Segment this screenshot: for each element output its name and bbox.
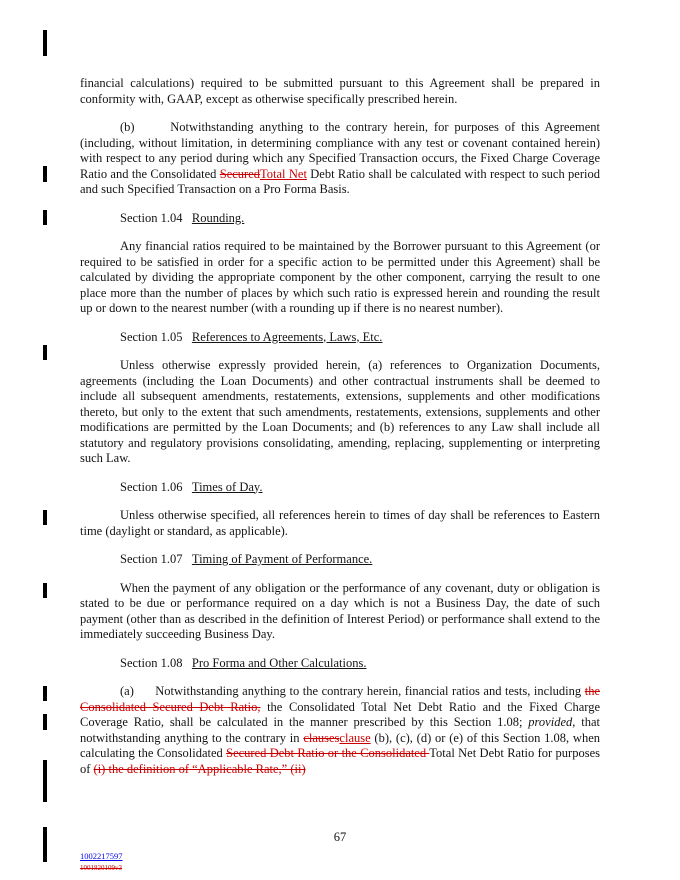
text-run: Section 1.08 [120,655,192,670]
deleted-text: clauses [303,730,340,745]
underlined-heading-text: References to Agreements, Laws, Etc. [191,329,383,344]
body-paragraph [80,120,600,198]
deleted-text: Secured [219,166,261,181]
text-run: (b), (c), (d) or (e) of this Section 1.08, when calculating the Consolidated [80,730,600,760]
text-run: Total Net Debt Ratio for purposes of [80,746,600,776]
italic-text: provided [528,715,573,729]
body-paragraph [80,358,600,467]
section-heading [120,552,600,568]
change-bar [43,166,47,182]
change-bar [43,686,47,701]
change-bar [43,583,47,598]
text-run: When the payment of any obligation or the performance of any covenant, duty or obligation is stated to be due or performance required on a day which is not a Business Day, the date of such payment (other than as described in the definition of Interest Period) or performance shall extend to the immediately succeeding Business Day. [80,580,600,641]
text-run: , that notwithstanding anything to the contrary in [80,715,600,745]
body-paragraph [80,684,600,777]
change-bar [43,760,47,802]
underlined-heading-text: Rounding. [191,210,245,225]
underlined-heading-text: Timing of Payment of Performance. [191,552,373,566]
section-heading [120,330,600,346]
body-paragraph [80,239,600,317]
text-run: Section 1.06 [120,479,192,494]
inserted-text: clause [339,730,371,745]
text-run: Section 1.07 [120,552,192,566]
change-bar [43,210,47,225]
text-run: Section 1.04 [120,210,192,225]
deleted-text: (i) the definition of “Applicable Rate,” (ii) [93,761,306,776]
section-heading [120,211,600,227]
underlined-heading-text: Times of Day. [191,479,263,494]
text-run: (b) Notwithstanding anything to the contrary herein, for purposes of this Agreement (including, without limitation, in determining compliance with any test or covenant contained herein) with respect to any period during which any Specified Transaction occurs, the Fixed Charge Coverage Ratio and the Consolidated [80,120,600,181]
change-bar [43,345,47,360]
text-run: Unless otherwise expressly provided herein, (a) references to Organization Documents, agreements (including the Loan Documents) and other contractual instruments shall be deemed to include all subsequent amendments, restatements, extensions, supplements and other modifications thereto, but only to the extent that such amendments, restatements, extensions, supplements and other modifications are permitted by the Loan Documents; and (b) references to any Law shall include all statutory and regulatory provisions consolidating, amending, replacing, supplementing or interpreting such Law. [80,358,600,465]
text-run: Unless otherwise specified, all references herein to times of day shall be references to Eastern time (daylight or standard, as applicable). [80,508,600,538]
section-heading [120,656,600,672]
deleted-text: the Consolidated Secured Debt Ratio, [80,684,600,714]
text-run: financial calculations) required to be submitted pursuant to this Agreement shall be prepared in conformity with, GAAP, except as otherwise specifically prescribed herein. [80,76,600,106]
footer-doc-ids [80,846,123,872]
old-document-id: 1001820109v3 [80,864,122,873]
document-content [80,76,600,790]
text-run: (a) Notwithstanding anything to the contrary herein, financial ratios and tests, including [120,684,585,698]
section-heading [120,480,600,496]
change-bar [43,30,47,56]
change-bar [43,510,47,525]
text-run: Any financial ratios required to be maintained by the Borrower pursuant to this Agreement (or required to be satisfied in order for a specific action to be permitted under this Agreement) shall be calculated by dividing the appropriate component by the other component, carrying the result to one place more than the number of places by which such ratio is expressed herein and rounding the result up or down to the nearest number (with a rounding up if there is no nearest number). [80,239,600,315]
body-paragraph [80,76,600,107]
text-run: the Consolidated Total Net Debt Ratio and the Fixed Charge Coverage Ratio, shall be calculated in the manner prescribed by this Section 1.08; [80,699,600,729]
inserted-text: Total Net [260,166,307,181]
text-run: Debt Ratio shall be calculated with respect to such period and such Specified Transaction on a Pro Forma Basis. [80,166,600,196]
body-paragraph [80,508,600,539]
deleted-text: Secured Debt Ratio or the Consolidated [226,746,430,760]
text-run: Section 1.05 [120,329,192,344]
underlined-heading-text: Pro Forma and Other Calculations. [191,655,367,670]
page-number: 67 [333,830,347,844]
change-bar [43,714,47,730]
body-paragraph [80,581,600,643]
document-id-link[interactable]: 1002217597 [80,851,123,861]
